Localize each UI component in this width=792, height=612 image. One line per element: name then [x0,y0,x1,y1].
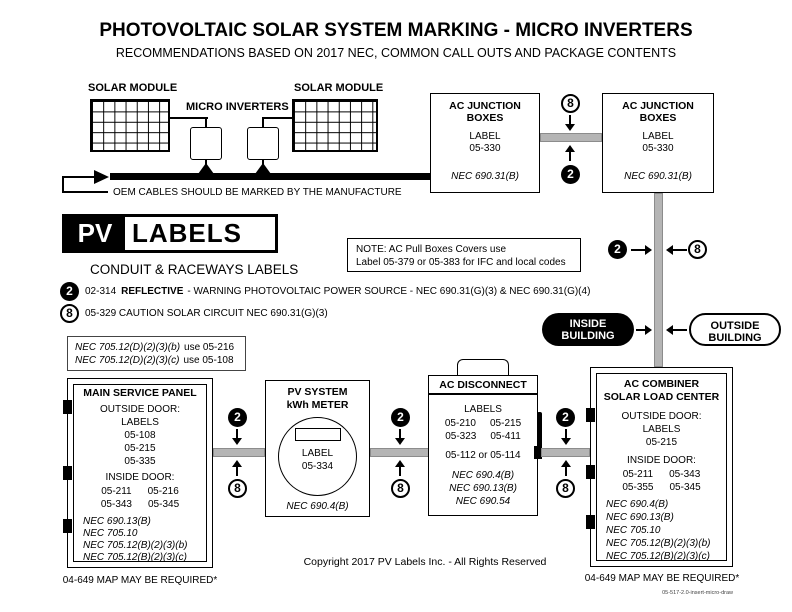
conduit-msp-meter [213,448,265,457]
solar-module-left-label: SOLAR MODULE [88,82,178,94]
oem-cables-note: OEM CABLES SHOULD BE MARKED BY THE MANUFACTURE [113,187,402,198]
arrow-up-icon [560,460,572,476]
arrow-up-icon [394,460,406,476]
hinge-icon [63,466,72,480]
msp-inside-codes-row [73,486,207,497]
msp-code: 05-343 [100,499,132,510]
ac-disconnect-header-rule [428,393,538,395]
combiner-code: 05-343 [669,469,701,480]
arrow-down-icon [560,429,572,445]
page-subtitle: RECOMMENDATIONS BASED ON 2017 NEC, COMMON CALL OUTS AND PACKAGE CONTENTS [115,46,677,60]
arrow-left-icon [666,244,687,255]
conduit-junction-boxes [540,133,602,142]
conduit-disconnect-combiner [541,448,590,457]
arrow-left-icon [666,324,687,335]
acd-nec-ref: NEC 690.54 [455,496,511,507]
ac-junction-box-right-title-1: AC JUNCTION [622,100,694,112]
page-title: PHOTOVOLTAIC SOLAR SYSTEM MARKING - MICRO INVERTERS [99,20,693,41]
combiner-title-1: AC COMBINER [623,378,700,390]
nec-use-row-2-use: use 05-108 [183,355,234,366]
msp-labels-word: LABELS [121,417,159,428]
msp-code: 05-216 [147,486,179,497]
msp-code: 05-345 [148,499,180,510]
ac-junction-box-left-label-code: 05-330 [469,143,501,154]
kwh-meter-label-code: 05-334 [301,461,334,472]
legend-2-text: - WARNING PHOTOVOLTAIC POWER SOURCE - NEC 690.31(G)(3) & NEC 690.31(G)(4) [187,286,591,297]
conduit-meter-disconnect [370,448,429,457]
footnote-right: 04-649 MAP MAY BE REQUIRED* [584,573,740,584]
marker-8-junction: 8 [561,94,580,113]
marker-2: 2 [391,408,410,427]
marker-8: 8 [556,479,575,498]
ac-disconnect-title: AC DISCONNECT [439,379,527,391]
combiner-nec-ref: NEC 705.10 [606,525,661,536]
outside-building-badge [689,313,781,346]
inside-building-line-2: BUILDING [561,330,615,342]
arrow-down-icon [564,115,576,131]
legend-marker-2: 2 [60,282,79,301]
callout-line-top [62,176,95,178]
ac-junction-box-left-label-word: LABEL [469,131,501,142]
ac-junction-box-right-label-word: LABEL [642,131,674,142]
combiner-inside-codes-row [596,482,727,493]
msp-inside-door: INSIDE DOOR: [105,472,175,483]
marker-2-junction: 2 [561,165,580,184]
combiner-outside-code: 05-215 [645,437,678,448]
nec-use-row-1-use: use 05-216 [184,342,235,353]
msp-nec-ref: NEC 690.13(B) [83,516,151,527]
ac-junction-box-right-label-code: 05-330 [642,143,674,154]
ac-junction-box-left-title-1: AC JUNCTION [449,100,521,112]
trunk-cable-arrow-icon [94,170,109,184]
ac-junction-box-left-title-2: BOXES [466,112,504,124]
meter-display-icon [295,428,341,441]
acd-nec-ref: NEC 690.4(B) [451,470,515,481]
outside-building-line-1: OUTSIDE [710,320,760,332]
footnote-left: 04-649 MAP MAY BE REQUIRED* [62,575,218,586]
combiner-code: 05-211 [622,469,654,480]
outside-building-line-2: BUILDING [708,332,762,344]
micro-inverter-right [247,127,279,160]
arrow-down-icon [231,429,243,445]
wire-left [170,117,208,119]
hinge-icon [586,408,595,422]
copyright: Copyright 2017 PV Labels Inc. - All Rights Reserved [303,556,547,568]
combiner-labels-word: LABELS [642,424,681,435]
wire-right [262,117,292,119]
logo-pv: PV [65,217,125,250]
ac-disconnect-code-row [428,418,538,429]
nec-use-row-1 [75,341,234,354]
conduit-raceways-heading: CONDUIT & RACEWAYS LABELS [90,262,299,277]
combiner-nec-ref: NEC 705.12(B)(2)(3)(b) [606,538,711,549]
ac-disconnect-box [428,375,538,516]
marker-8: 8 [391,479,410,498]
solar-module-left-grid [90,99,170,152]
legend-item-8: 05-329 CAUTION SOLAR CIRCUIT NEC 690.31(G)(3) [85,308,328,319]
msp-inside-codes-row [73,499,207,510]
ac-junction-box-right-nec: NEC 690.31(B) [624,171,692,182]
ac-junction-box-right-title-2: BOXES [639,112,677,124]
hinge-icon [63,519,72,533]
hinge-icon [586,465,595,479]
arrow-right-icon [636,324,652,335]
arrow-up-icon [231,460,243,476]
ac-junction-box-left-nec: NEC 690.31(B) [451,171,519,182]
nec-use-row-2-ref: NEC 705.12(D)(2)(3)(c) [75,355,180,366]
legend-item-2 [85,286,590,297]
arrow-down-icon [394,429,406,445]
marker-8: 8 [228,479,247,498]
combiner-code: 05-355 [622,482,654,493]
conduit-vertical [654,193,663,367]
combiner-outside-door: OUTSIDE DOOR: [621,411,702,422]
micro-inverters-label: MICRO INVERTERS [186,101,289,113]
ac-disconnect-or-line: 05-112 or 05-114 [445,450,521,461]
acd-code: 05-215 [490,418,522,429]
legend-marker-8: 8 [60,304,79,323]
marker-8-vertical: 8 [688,240,707,259]
hinge-icon [63,400,72,414]
arrow-up-icon [564,145,576,161]
msp-nec-ref: NEC 705.10 [83,528,138,539]
logo-labels: LABELS [132,218,242,248]
legend-2-code: 02-314 [85,286,117,297]
ac-disconnect-labels-word: LABELS [464,404,502,415]
msp-outside-code: 05-108 [124,430,156,441]
marker-2: 2 [228,408,247,427]
arrow-right-icon [631,244,652,255]
combiner-code: 05-345 [669,482,701,493]
combiner-nec-ref: NEC 690.13(B) [606,512,674,523]
kwh-meter-nec: NEC 690.4(B) [286,501,349,512]
note-line-1: NOTE: AC Pull Boxes Covers use [356,244,507,255]
acd-code: 05-411 [490,431,521,442]
callout-line-bottom [62,191,108,193]
solar-module-right-label: SOLAR MODULE [294,82,384,94]
legend-2-bold: REFLECTIVE [121,286,184,297]
hinge-icon [586,515,595,529]
msp-nec-ref: NEC 705.12(B)(2)(3)(c) [83,552,187,563]
pv-labels-logo [62,214,278,253]
combiner-nec-ref: NEC 705.12(B)(2)(3)(c) [606,551,710,562]
nec-use-row-1-ref: NEC 705.12(D)(2)(3)(b) [75,342,181,353]
marker-2: 2 [556,408,575,427]
msp-title: MAIN SERVICE PANEL [83,387,197,399]
nec-use-row-2 [75,354,234,367]
micro-inverter-left [190,127,222,160]
msp-outside-door: OUTSIDE DOOR: [99,404,180,415]
msp-outside-code: 05-215 [124,443,156,454]
doc-id: 05-517-2.0-insert-micro-draw [662,590,733,596]
msp-code: 05-211 [101,486,132,497]
msp-nec-ref: NEC 705.12(B)(2)(3)(b) [83,540,188,551]
acd-code: 05-210 [444,418,476,429]
combiner-title-2: SOLAR LOAD CENTER [603,391,720,403]
kwh-meter-title-1: PV SYSTEM [287,386,348,398]
note-line-2: Label 05-379 or 05-383 for IFC and local codes [356,257,566,268]
acd-code: 05-323 [445,431,477,442]
acd-nec-ref: NEC 690.13(B) [449,483,517,494]
msp-outside-code: 05-335 [124,456,156,467]
inside-building-line-1: INSIDE [569,318,607,330]
inside-building-badge [542,313,634,346]
trunk-cable [110,173,430,180]
ac-disconnect-code-row [428,431,538,442]
kwh-meter-title-2: kWh METER [286,399,349,411]
combiner-inside-door: INSIDE DOOR: [627,455,696,466]
kwh-meter-label-word: LABEL [301,448,334,459]
marker-2-vertical: 2 [608,240,627,259]
combiner-nec-ref: NEC 690.4(B) [606,499,669,510]
solar-module-right-grid [292,99,378,152]
combiner-inside-codes-row [596,469,727,480]
